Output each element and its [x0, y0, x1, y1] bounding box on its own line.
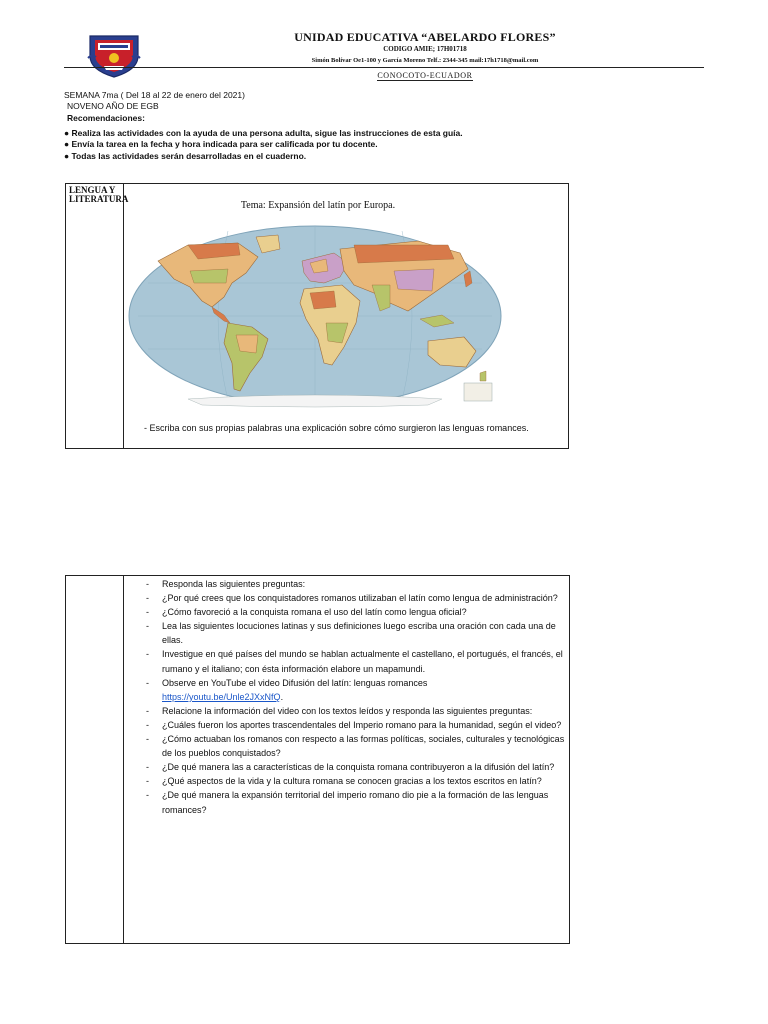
- city-label: CONOCOTO-ECUADOR: [377, 71, 473, 80]
- list-item: - Relacione la información del video con los textos leídos y responda las siguientes preguntas:: [146, 705, 533, 716]
- list-item: - Responda las siguientes preguntas:: [146, 579, 306, 589]
- grade-label: NOVENO AÑO DE EGB: [67, 101, 159, 111]
- question-text: ¿Cuáles fueron los aportes trascendentales del Imperio romano para la humanidad, según el video?: [162, 719, 562, 730]
- list-item: - Lea las siguientes locuciones latinas y sus definiciones luego escriba una oración con cada una de ellas.: [146, 621, 556, 646]
- activity-table-1: [65, 183, 569, 449]
- question-text: ¿Qué aspectos de la vida y la cultura romana se conocen gracias a los textos escritos en latín?: [162, 776, 542, 787]
- question-text: Lea las siguientes locuciones latinas y sus definiciones luego escriba una oración con cada una de ellas.: [162, 621, 556, 646]
- activity-table-2: [65, 575, 570, 944]
- list-item: - ¿De qué manera las a características de la conquista romana contribuyeron a la difusión del latín?: [146, 762, 555, 773]
- task-instruction: - Escriba con sus propias palabras una explicación sobre cómo surgieron las lenguas romances.: [144, 423, 529, 433]
- list-item: - ¿Cómo actuaban los romanos con respecto a las formas políticas, sociales, culturales y tecnológicas de los pueblos conquistados?: [146, 734, 565, 759]
- question-text: Responda las siguientes preguntas:: [162, 579, 306, 589]
- question-text: ¿Por qué crees que los conquistadores romanos utilizaban el latín como lengua de administración?: [162, 593, 558, 604]
- question-text: ¿Cómo favoreció a la conquista romana el uso del latín como lengua oficial?: [162, 607, 467, 618]
- recommendation-item: ● Todas las actividades serán desarrolladas en el cuaderno.: [64, 151, 307, 161]
- world-map-image: [128, 223, 502, 409]
- list-item: - ¿Por qué crees que los conquistadores romanos utilizaban el latín como lengua de administración?: [146, 593, 558, 604]
- question-text: ¿De qué manera las a características de la conquista romana contribuyeron a la difusión del latín?: [162, 762, 555, 773]
- school-address: Simón Bolívar Oe1-100 y García Moreno Telf.: 2344-345 mail:17h1718@mail.com: [311, 57, 539, 64]
- list-item: - ¿Cuáles fueron los aportes trascendentales del Imperio romano para la humanidad, según el video?: [146, 719, 562, 730]
- table-column-divider: [123, 576, 124, 943]
- question-list: [146, 577, 566, 817]
- question-text: ¿Cómo actuaban los romanos con respecto a las formas políticas, sociales, culturales y tecnológicas de los pueblos conquistados?: [162, 734, 565, 759]
- amie-code: CODIGO AMIE; 17H01718: [383, 45, 467, 53]
- list-item: - ¿De qué manera la expansión territorial del imperio romano dio pie a la formación de las lenguas romances?: [146, 790, 549, 815]
- school-crest-icon: [86, 30, 142, 78]
- list-item: - ¿Cómo favoreció a la conquista romana el uso del latín como lengua oficial?: [146, 607, 467, 618]
- question-text: ¿De qué manera la expansión territorial del imperio romano dio pie a la formación de las lenguas romances?: [162, 790, 549, 815]
- list-item: - Investigue en qué países del mundo se hablan actualmente el castellano, el portugués, el francés, el rumano y el italiano; con ésta información elabore un mapamundi.: [146, 649, 563, 674]
- table-column-divider: [123, 184, 124, 448]
- question-text: Investigue en qué países del mundo se hablan actualmente el castellano, el portugués, el francés, el rumano y el italiano; con ésta información elabore un mapamundi.: [162, 649, 563, 674]
- subject-label: LENGUA Y LITERATURA: [69, 185, 129, 204]
- list-item: - Observe en YouTube el video Difusión del latín: lenguas romances https://youtu.be/Unle2JXxNfQ.: [146, 677, 428, 702]
- school-name: UNIDAD EDUCATIVA “ABELARDO FLORES”: [294, 30, 556, 44]
- recommendations-heading: Recomendaciones:: [67, 113, 145, 123]
- week-label: SEMANA 7ma ( Del 18 al 22 de enero del 2021): [64, 90, 245, 100]
- question-text: Relacione la información del video con los textos leídos y responda las siguientes preguntas:: [162, 705, 533, 716]
- topic-title: Tema: Expansión del latín por Europa.: [240, 200, 396, 211]
- recommendation-item: ● Realiza las actividades con la ayuda de una persona adulta, sigue las instrucciones de esta guía.: [64, 128, 463, 138]
- list-item: - ¿Qué aspectos de la vida y la cultura romana se conocen gracias a los textos escritos en latín?: [146, 776, 542, 787]
- header-divider: [64, 67, 704, 68]
- recommendation-item: ● Envía la tarea en la fecha y hora indicada para ser calificada por tu docente.: [64, 139, 378, 149]
- question-text: Observe en YouTube el video Difusión del latín: lenguas romances: [162, 677, 428, 688]
- youtube-link[interactable]: https://youtu.be/Unle2JXxNfQ: [162, 691, 281, 702]
